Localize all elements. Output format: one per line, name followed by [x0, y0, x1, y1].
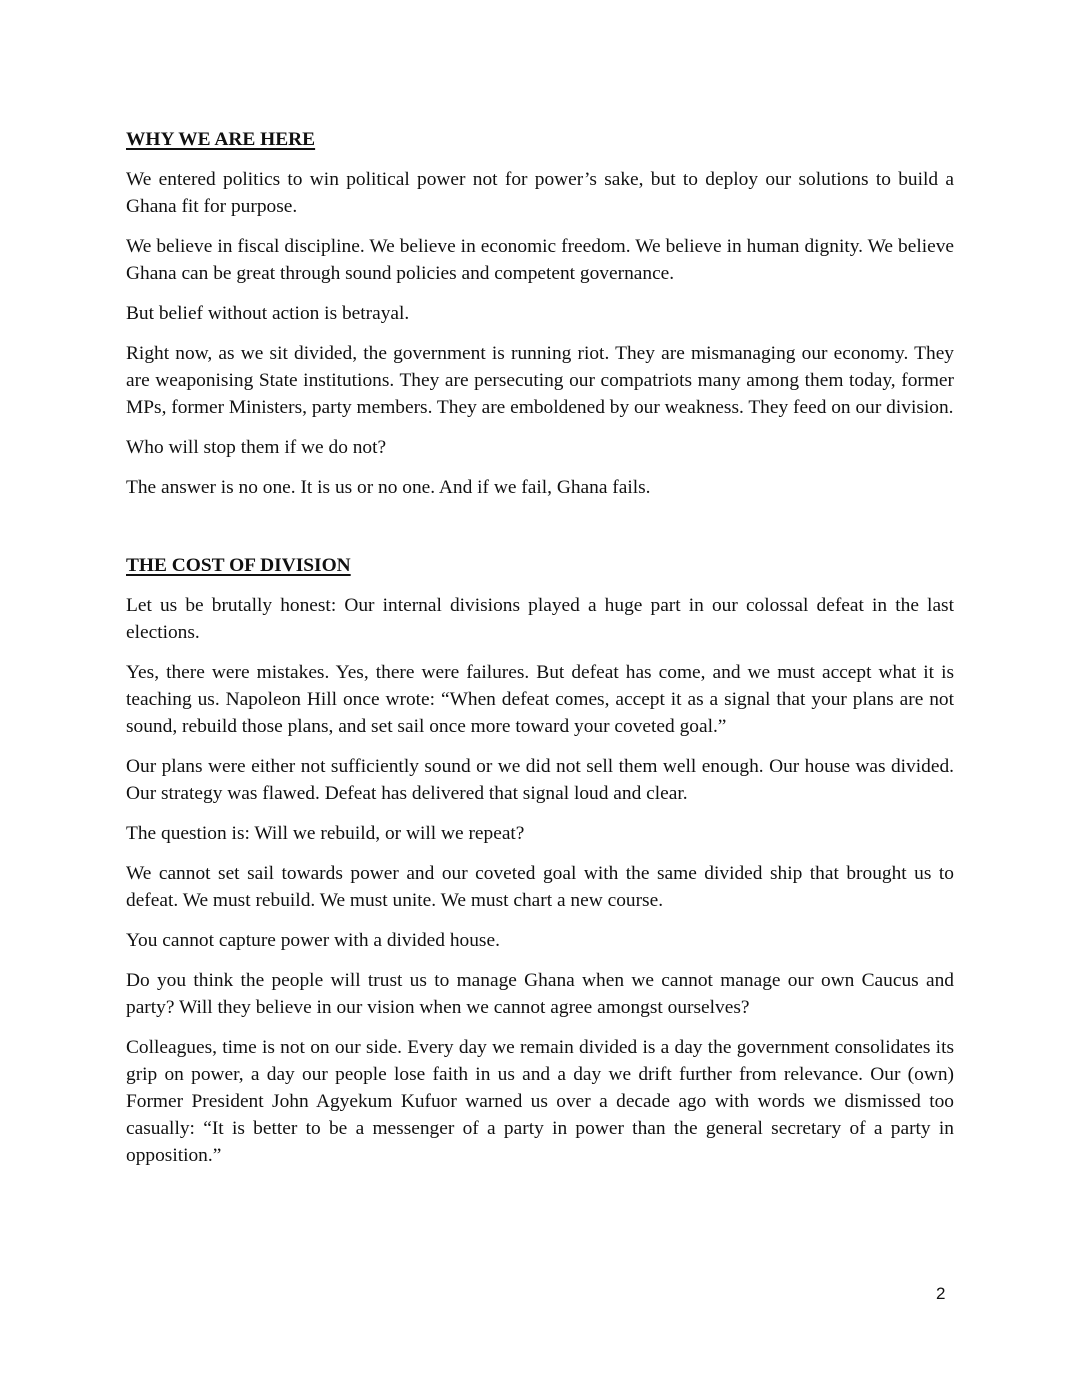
paragraph: Do you think the people will trust us to manage Ghana when we cannot manage our own Caucus and party? Will they believe in our vision when we cannot agree amongst ourselves?	[126, 970, 954, 1018]
paragraph: Colleagues, time is not on our side. Every day we remain divided is a day the government consolidates its grip on power, a day our people lose faith in us and a day we drift further from relevance. Our (own) Former President John Agyekum Kufuor warned us over a decade ago with words we dismissed too casually: “It is better to be a messenger of a party in power than the general secretary of a party in opposition.”	[126, 1037, 954, 1166]
paragraph: Let us be brutally honest: Our internal divisions played a huge part in our colossal defeat in the last elections.	[126, 595, 954, 643]
section-heading: WHY WE ARE HERE	[126, 129, 316, 150]
paragraph: But belief without action is betrayal.	[126, 303, 410, 324]
paragraph: Right now, as we sit divided, the government is running riot. They are mismanaging our economy. They are weaponising State institutions. They are persecuting our compatriots many among them today, former MPs, former Ministers, party members. They are emboldened by our weakness. They feed on our division.	[126, 343, 954, 418]
paragraph: We entered politics to win political power not for power’s sake, but to deploy our solutions to build a Ghana fit for purpose.	[126, 169, 954, 217]
section-heading: THE COST OF DIVISION	[126, 555, 351, 576]
paragraph: You cannot capture power with a divided house.	[126, 930, 500, 951]
paragraph: Yes, there were mistakes. Yes, there were failures. But defeat has come, and we must accept what it is teaching us. Napoleon Hill once wrote: “When defeat comes, accept it as a signal that your plans are not sound, rebuild those plans, and set sail once more toward your coveted goal.”	[126, 662, 954, 737]
section-why-we-are-here	[126, 128, 954, 501]
paragraph: We cannot set sail towards power and our coveted goal with the same divided ship that brought us to defeat. We must rebuild. We must unite. We must chart a new course.	[126, 863, 954, 911]
section-cost-of-division	[126, 554, 954, 1169]
paragraph: Who will stop them if we do not?	[126, 437, 387, 458]
paragraph: The answer is no one. It is us or no one. And if we fail, Ghana fails.	[126, 477, 651, 498]
paragraph: We believe in fiscal discipline. We believe in economic freedom. We believe in human dignity. We believe Ghana can be great through sound policies and competent governance.	[126, 236, 954, 284]
page-number: 2	[936, 1284, 946, 1303]
paragraph: Our plans were either not sufficiently sound or we did not sell them well enough. Our house was divided. Our strategy was flawed. Defeat has delivered that signal loud and clear.	[126, 756, 954, 804]
section-spacer	[126, 514, 954, 554]
paragraph: The question is: Will we rebuild, or will we repeat?	[126, 823, 525, 844]
document-page	[126, 128, 954, 1182]
